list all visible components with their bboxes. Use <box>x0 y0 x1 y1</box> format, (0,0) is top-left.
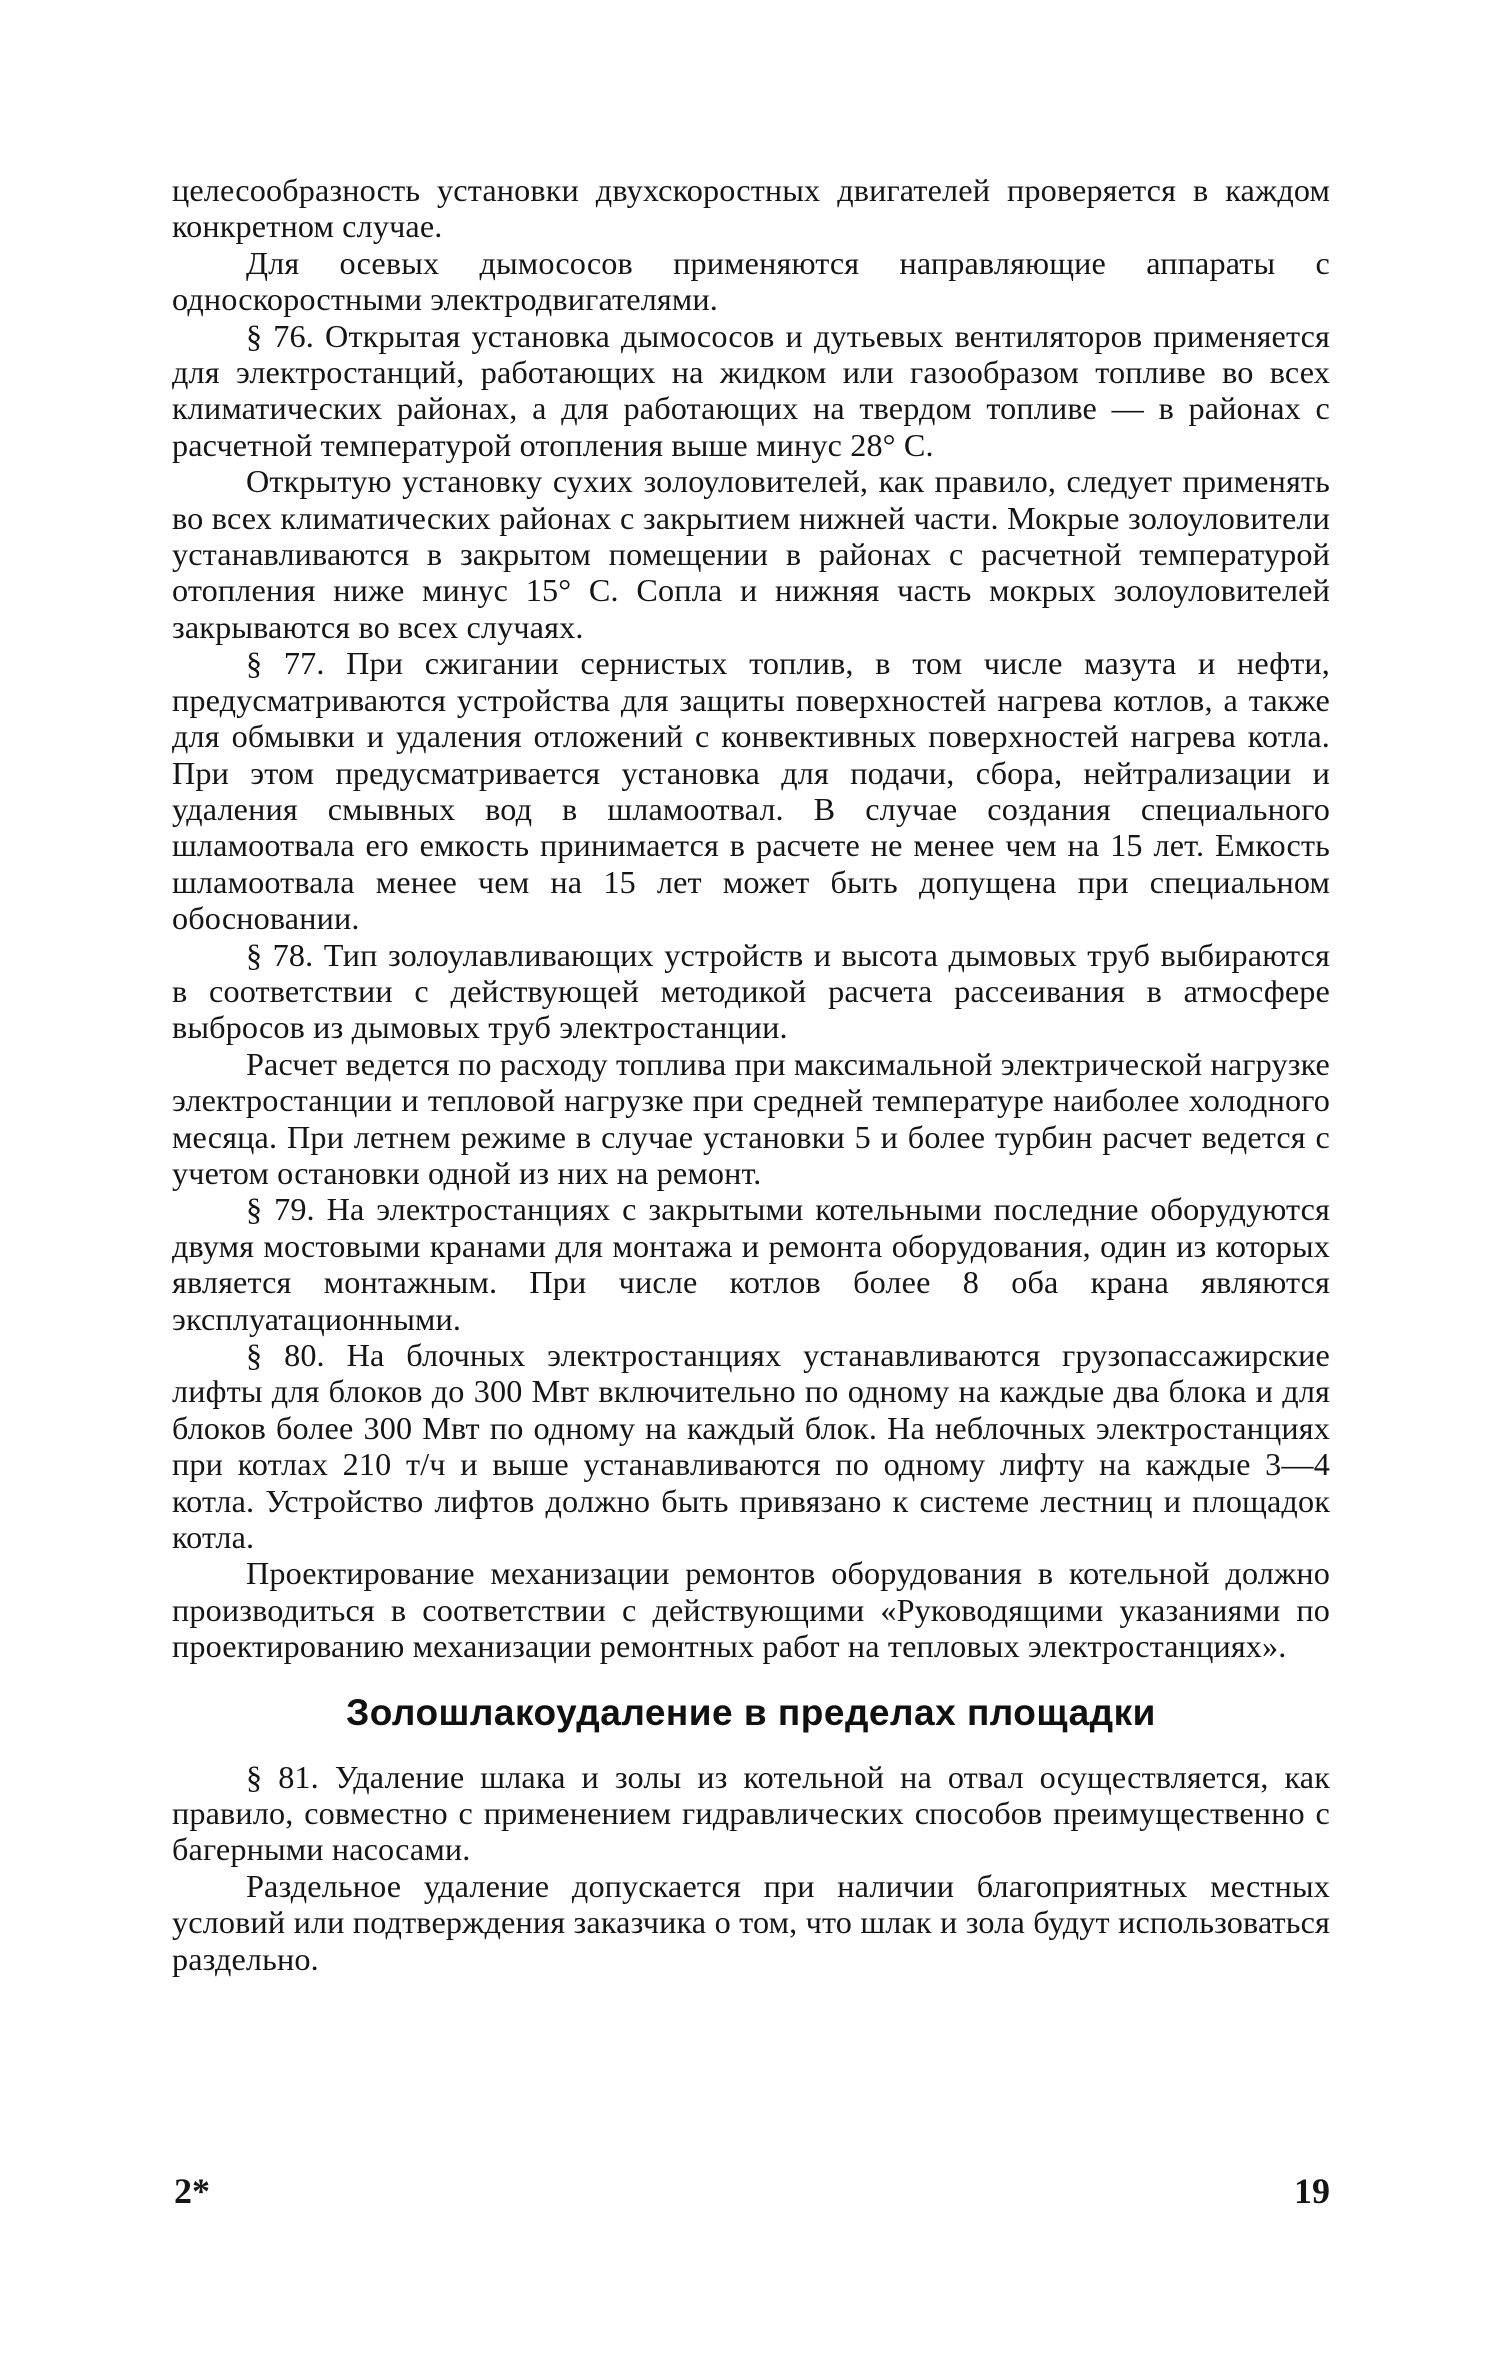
paragraph-ash-collectors: Открытую установку сухих золоуловителей, как правило, следует применять во всех климатических районах с закрытием нижней части. Мокрые золоуловители устанавливаются в закрытом помещении в районах с расчетной температурой отопления ниже минус 15° С. Сопла и нижняя часть мокрых золоуловителей закрываются во всех случаях. <box>172 463 1330 645</box>
paragraph-separate-removal: Раздельное удаление допускается при наличии благоприятных местных условий или подтверждения заказчика о том, что шлак и зола будут использоваться раздельно. <box>172 1867 1330 1977</box>
page-number: 19 <box>1294 2171 1330 2211</box>
paragraph-section-77: § 77. При сжигании сернистых топлив, в том числе мазута и нефти, предусматриваются устройства для защиты поверхностей нагрева котлов, а также для обмывки и удаления отложений с конвективных поверхностей нагрева котла. При этом предусматривается установка для подачи, сбора, нейтрализации и удаления смывных вод в шламоотвал. В случае создания специального шламоотвала его емкость принимается в расчете не менее чем на 15 лет. Емкость шламоотвала менее чем на 15 лет может быть допущена при специальном обосновании. <box>172 645 1330 937</box>
paragraph-axial-fans: Для осевых дымососов применяются направляющие аппараты с односкоростными электродвигателями. <box>172 244 1330 318</box>
paragraph-section-81: § 81. Удаление шлака и золы из котельной на отвал осуществляется, как правило, совместно с применением гидравлических способов преимущественно с багерными насосами. <box>172 1758 1330 1868</box>
document-page <box>172 172 1330 2292</box>
paragraph-calculation: Расчет ведется по расходу топлива при максимальной электрической нагрузке электростанции и тепловой нагрузке при средней температуре наиболее холодного месяца. При летнем режиме в случае установки 5 и более турбин расчет ведется с учетом остановки одной из них на ремонт. <box>172 1045 1330 1191</box>
paragraph-section-78: § 78. Тип золоулавливающих устройств и высота дымовых труб выбираются в соответствии с действующей методикой расчета рассеивания в атмосфере выбросов из дымовых труб электростанции. <box>172 936 1330 1046</box>
paragraph-repair-mechanization: Проектирование механизации ремонтов оборудования в котельной должно производиться в соответствии с действующими «Руководящими указаниями по проектированию механизации ремонтных работ на тепловых электростанциях». <box>172 1555 1330 1665</box>
page-footer <box>172 2166 1330 2216</box>
paragraph-section-80: § 80. На блочных электростанциях устанавливаются грузопассажирские лифты для блоков до 300 Мвт включительно по одному на каждые два блока и для блоков более 300 Мвт по одному на каждый блок. На неблочных электростанциях при котлах 210 т/ч и выше устанавливаются по одному лифту на каждые 3—4 котла. Устройство лифтов должно быть привязано к системе лестниц и площадок котла. <box>172 1337 1330 1556</box>
section-heading: Золошлакоудаление в пределах площадки <box>346 1691 1156 1733</box>
signature-mark: 2* <box>174 2171 210 2211</box>
paragraph-section-76: § 76. Открытая установка дымососов и дутьевых вентиляторов применяется для электростанций, работающих на жидком или газообразом топливе во всех климатических районах, а для работающих на твердом топливе — в районах с расчетной температурой отопления выше минус 28° С. <box>172 317 1330 463</box>
paragraph-continuation: целесообразность установки двухскоростных двигателей проверяется в каждом конкретном случае. <box>172 172 1330 245</box>
paragraph-section-79: § 79. На электростанциях с закрытыми котельными последние оборудуются двумя мостовыми кранами для монтажа и ремонта оборудования, один из которых является монтажным. При числе котлов более 8 оба крана являются эксплуатационными. <box>172 1191 1330 1337</box>
